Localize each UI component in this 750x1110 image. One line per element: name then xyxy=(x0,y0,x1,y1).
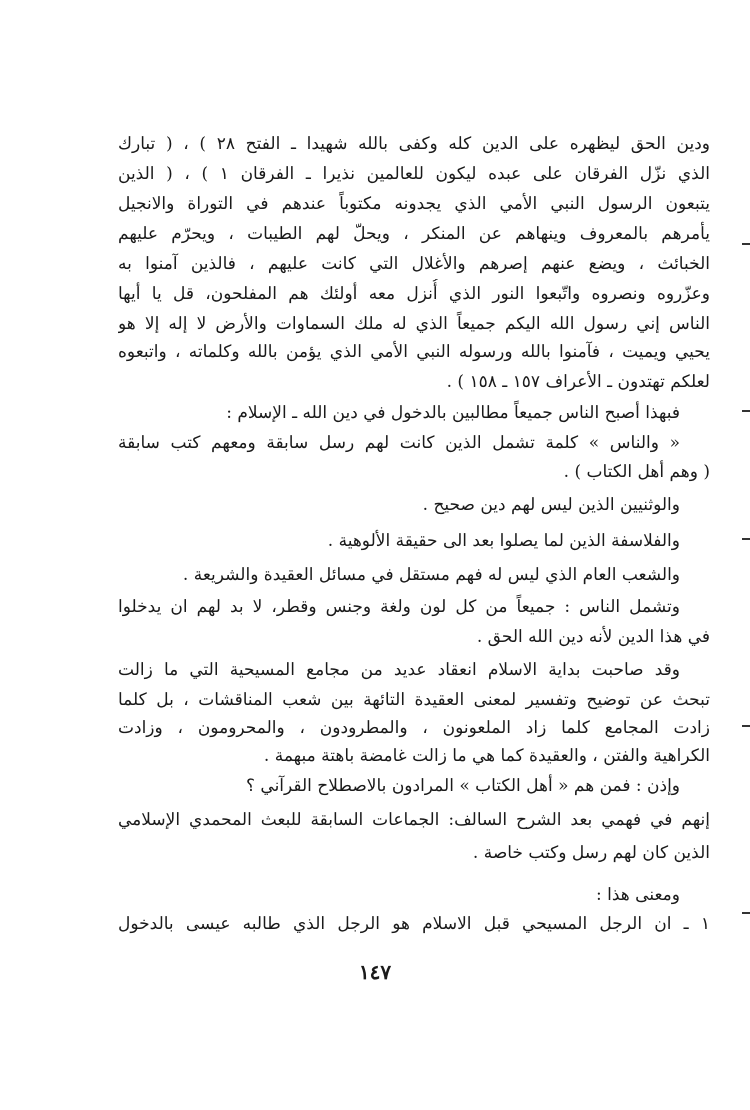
text-line: الذي نزّل الفرقان على عبده ليكون للعالمين نذيرا ـ الفرقان ١ ) ، ( الذين xyxy=(118,164,710,184)
paragraph-start: وإذن : فمن هم « أهل الكتاب » المرادون بالاصطلاح القرآني ؟ xyxy=(245,776,680,796)
paragraph-start: وقد صاحبت بداية الاسلام انعقاد عديد من مجامع المسيحية التي ما زالت xyxy=(118,660,680,680)
margin-mark xyxy=(742,912,750,914)
page-number: ١٤٧ xyxy=(358,960,392,984)
margin-mark xyxy=(742,410,750,412)
list-item: ١ ـ ان الرجل المسيحي قبل الاسلام هو الرجل الذي طالبه عيسى بالدخول xyxy=(118,914,710,934)
text-line: ( وهم أهل الكتاب ) . xyxy=(563,462,710,482)
text-line: الخبائث ، ويضع عنهم إصرهم والأغلال التي كانت عليهم ، فالذين آمنوا به xyxy=(118,254,710,274)
text-line: يحيي ويميت ، فآمنوا بالله ورسوله النبي الأمي الذي يؤمن بالله وكلماته ، واتبعوه xyxy=(118,342,710,362)
text-line: الذين كان لهم رسل وكتب خاصة . xyxy=(472,843,710,863)
text-line: إنهم في فهمي بعد الشرح السالف: الجماعات السابقة للبعث المحمدي الإسلامي xyxy=(118,810,710,830)
margin-mark xyxy=(742,243,750,245)
paragraph-start: والفلاسفة الذين لما يصلوا بعد الى حقيقة الألوهية . xyxy=(327,531,680,551)
paragraph-start: « والناس » كلمة تشمل الذين كانت لهم رسل سابقة ومعهم كتب سابقة xyxy=(118,433,680,453)
text-line: وعزّروه ونصروه واتّبعوا النور الذي أُنزل معه أولئك هم المفلحون، قل يا أيها xyxy=(118,284,710,304)
text-line: يتبعون الرسول النبي الأمي الذي يجدونه مكتوباً عندهم في التوراة والانجيل xyxy=(118,194,710,214)
margin-mark xyxy=(742,725,750,727)
text-line: في هذا الدين لأنه دين الله الحق . xyxy=(476,627,710,647)
paragraph-start: فبهذا أصبح الناس جميعاً مطالبين بالدخول في دين الله ـ الإسلام : xyxy=(226,403,680,423)
paragraph-start: ومعنى هذا : xyxy=(596,885,680,905)
text-line: زادت المجامع كلما زاد الملعونون ، والمطرودون ، والمحرومون ، وزادت xyxy=(118,718,710,738)
margin-mark xyxy=(742,538,750,540)
text-line: الناس إني رسول الله اليكم جميعاً الذي له ملك السماوات والأرض لا إله إلا هو xyxy=(118,314,710,334)
paragraph-start: وتشمل الناس : جميعاً من كل لون ولغة وجنس وقطر، لا بد لهم ان يدخلوا xyxy=(118,597,680,617)
paragraph-start: والشعب العام الذي ليس له فهم مستقل في مسائل العقيدة والشريعة . xyxy=(182,565,680,585)
text-line: لعلكم تهتدون ـ الأعراف ١٥٧ ـ ١٥٨ ) . xyxy=(446,372,710,392)
text-line: تبحث عن توضيح وتفسير لمعنى العقيدة التائهة بين شعب المناقشات ، بل كلما xyxy=(118,690,710,710)
paragraph-start: والوثنيين الذين ليس لهم دين صحيح . xyxy=(422,495,680,515)
text-line: الكراهية والفتن ، والعقيدة كما هي ما زالت غامضة باهتة مبهمة . xyxy=(263,746,710,766)
text-line: ودين الحق ليظهره على الدين كله وكفى بالله شهيدا ـ الفتح ٢٨ ) ، ( تبارك xyxy=(118,134,710,154)
text-line: يأمرهم بالمعروف وينهاهم عن المنكر ، ويحلّ لهم الطيبات ، ويحرّم عليهم xyxy=(118,224,710,244)
